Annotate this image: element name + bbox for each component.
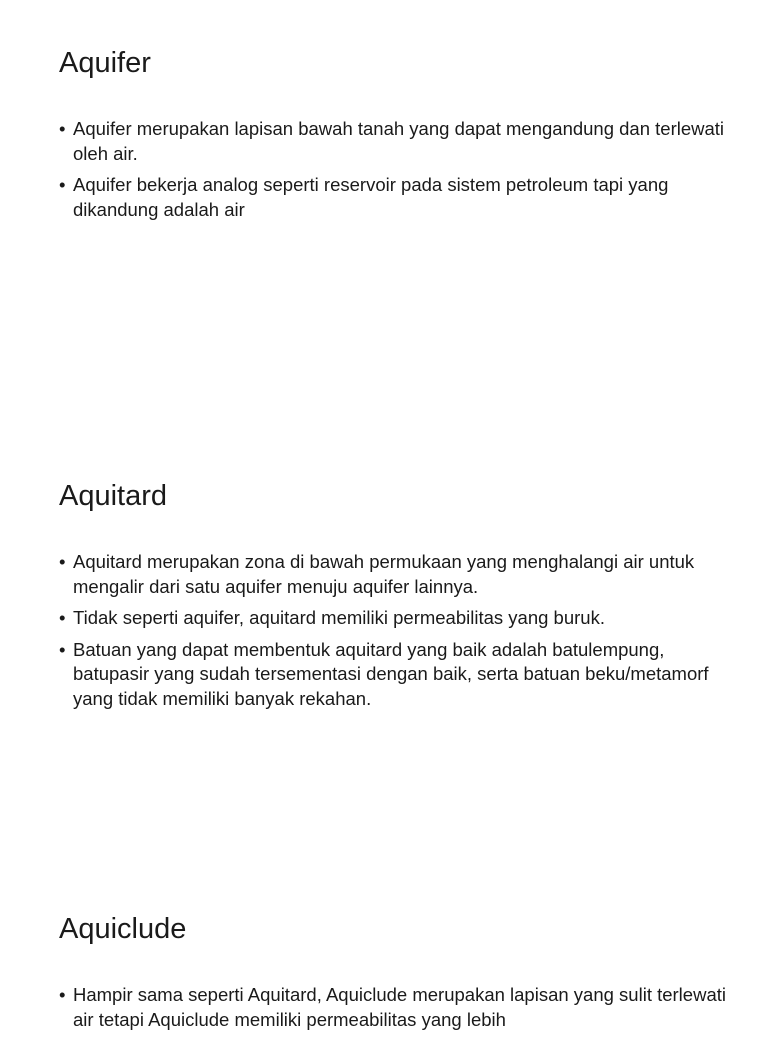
bullet-list xyxy=(59,983,729,1039)
list-item xyxy=(59,606,729,631)
list-item xyxy=(59,117,729,166)
bullet-dot-icon: • xyxy=(59,638,66,660)
bullet-text: Aquifer bekerja analog seperti reservoir pada sistem petroleum tapi yang dikandung adalah air xyxy=(73,174,669,220)
list-item xyxy=(59,983,729,1032)
slide-title: Aquitard xyxy=(59,480,168,512)
list-item xyxy=(59,173,729,222)
bullet-dot-icon: • xyxy=(59,984,66,1005)
bullet-dot-icon: • xyxy=(59,607,66,628)
bullet-dot-icon: • xyxy=(59,118,66,139)
bullet-text: Batuan yang dapat membentuk aquitard yang baik adalah batulempung, batupasir yang sudah tersementasi dengan baik, serta batuan beku/metamorf yang tidak memiliki banyak rekahan. xyxy=(73,638,709,709)
slide-title: Aquiclude xyxy=(59,913,187,945)
bullet-dot-icon: • xyxy=(59,174,66,195)
list-item xyxy=(59,638,729,712)
bullet-text: Aquitard merupakan zona di bawah permukaan yang menghalangi air untuk mengalir dari satu aquifer menuju aquifer lainnya. xyxy=(73,551,695,597)
bullet-text: Hampir sama seperti Aquitard, Aquiclude merupakan lapisan yang sulit terlewati air tetapi Aquiclude memiliki permeabilitas yang lebih xyxy=(73,984,726,1030)
bullet-text: Tidak seperti aquifer, aquitard memiliki permeabilitas yang buruk. xyxy=(73,607,605,628)
bullet-text: Aquifer merupakan lapisan bawah tanah yang dapat mengandung dan terlewati oleh air. xyxy=(73,118,725,164)
slide-title: Aquifer xyxy=(59,47,151,79)
bullet-list xyxy=(59,117,729,229)
bullet-dot-icon: • xyxy=(59,551,66,572)
bullet-list xyxy=(59,550,729,718)
list-item xyxy=(59,550,729,599)
